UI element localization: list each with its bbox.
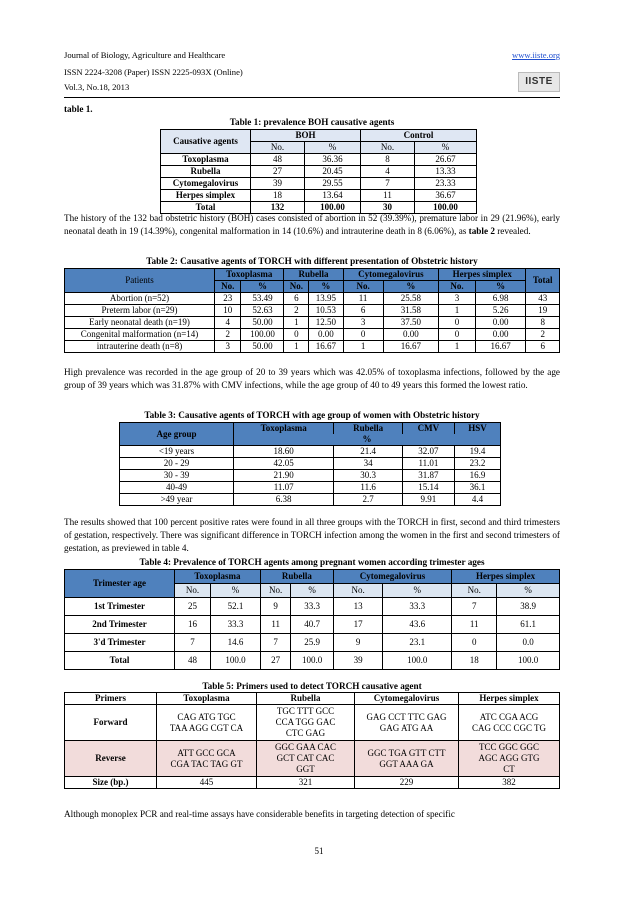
value-cell: 48 (175, 652, 211, 670)
value-cell: 13.64 (305, 190, 361, 202)
table5-reverse-hsv (459, 741, 560, 777)
table4-cmv-pct: % (383, 584, 452, 598)
value-cell: 0.0 (497, 634, 560, 652)
table4-hsv-pct: % (497, 584, 560, 598)
row-label-cell: <19 years (120, 446, 234, 458)
row-label-cell: >49 year (120, 494, 234, 506)
value-cell: 52.1 (211, 598, 261, 616)
table-row (120, 446, 501, 458)
value-cell: 11.07 (234, 482, 334, 494)
table-row (161, 154, 477, 166)
value-cell: 43 (526, 293, 560, 305)
value-cell: 100.0 (211, 652, 261, 670)
value-cell: 0.00 (383, 329, 439, 341)
table5-size-cmv: 229 (355, 777, 459, 789)
table-row (65, 341, 560, 353)
seq-line: TGC TTT GCC (276, 706, 335, 716)
value-cell: 39 (333, 652, 383, 670)
table-row (120, 494, 501, 506)
table5-primers-header: Primers (65, 693, 157, 705)
table5 (64, 692, 560, 789)
value-cell: 2 (215, 329, 241, 341)
row-label-cell: Total (65, 652, 175, 670)
table4-cmv-header: Cytomegalovirus (333, 570, 451, 584)
value-cell: 9 (333, 634, 383, 652)
value-cell: 10.53 (309, 305, 343, 317)
row-label-cell: 20 - 29 (120, 458, 234, 470)
table4-hsv-no: No. (452, 584, 497, 598)
row-label-cell: 40-49 (120, 482, 234, 494)
table2-rubella-header: Rubella (284, 269, 343, 281)
row-label-cell: intrauterine death (n=8) (65, 341, 215, 353)
table4-toxo-header: Toxoplasma (175, 570, 261, 584)
value-cell: 100.0 (497, 652, 560, 670)
value-cell: 50.00 (241, 317, 284, 329)
table4-toxo-pct: % (211, 584, 261, 598)
value-cell: 11 (361, 190, 415, 202)
value-cell: 11.6 (334, 482, 403, 494)
seq-line: ATC CGA ACG (479, 711, 539, 722)
table1 (160, 129, 477, 214)
table4-body (65, 598, 560, 670)
table2 (64, 268, 560, 353)
value-cell: 0 (452, 634, 497, 652)
table5-reverse-rubella (257, 741, 355, 777)
value-cell: 9.91 (402, 494, 454, 506)
value-cell: 100.00 (305, 202, 361, 214)
journal-name: Journal of Biology, Agriculture and Healthcare (64, 50, 226, 60)
value-cell: 0 (439, 329, 476, 341)
value-cell: 36.36 (305, 154, 361, 166)
value-cell: 33.3 (383, 598, 452, 616)
value-cell: 34 (334, 458, 403, 470)
value-cell: 7 (260, 634, 291, 652)
journal-issn: ISSN 2224-3208 (Paper) ISSN 2225-093X (Online) (64, 67, 243, 77)
table2-total-header: Total (526, 269, 560, 293)
table5-forward-hsv (459, 705, 560, 741)
row-label-cell: 3'd Trimester (65, 634, 175, 652)
paragraph-1-ref: table 2 (468, 226, 495, 236)
value-cell: 33.3 (211, 616, 261, 634)
value-cell: 16.67 (309, 341, 343, 353)
seq-line: GAG CCT TTC GAG (366, 711, 447, 722)
table-row (161, 166, 477, 178)
value-cell: 48 (251, 154, 305, 166)
value-cell: 30.3 (334, 470, 403, 482)
value-cell: 3 (439, 293, 476, 305)
paragraph-4: Although monoplex PCR and real-time assays have considerable benefits in targeting detection of specific (64, 809, 455, 819)
table4-rubella-header: Rubella (260, 570, 333, 584)
value-cell: 11 (452, 616, 497, 634)
value-cell: 27 (251, 166, 305, 178)
journal-volume: Vol.3, No.18, 2013 (64, 82, 130, 92)
value-cell: 0 (439, 317, 476, 329)
table1-boh-header: BOH (251, 130, 361, 142)
row-label-cell: Rubella (161, 166, 251, 178)
seq-line: CT (503, 764, 515, 774)
value-cell: 6 (284, 293, 309, 305)
table5-size-label: Size (bp.) (65, 777, 157, 789)
table5-reverse-toxo (157, 741, 257, 777)
seq-line: GGC TGA GTT CTT (367, 747, 446, 758)
value-cell: 6 (526, 341, 560, 353)
table2-rubella-no: No. (284, 281, 309, 293)
table2-toxo-header: Toxoplasma (215, 269, 284, 281)
value-cell: 16.9 (454, 470, 500, 482)
seq-line: CAG CCC CGC TG (471, 722, 547, 733)
table-row (120, 470, 501, 482)
page-number: 51 (314, 846, 324, 856)
value-cell: 0.00 (309, 329, 343, 341)
seq-line: CCA TGG GAC (275, 717, 336, 727)
header-divider (64, 97, 560, 98)
value-cell: 8 (526, 317, 560, 329)
table2-hsv-no: No. (439, 281, 476, 293)
row-label-cell: 2nd Trimester (65, 616, 175, 634)
seq-line: GCT CAT CAC (276, 753, 335, 763)
table5-forward-cmv (355, 705, 459, 741)
value-cell: 13.95 (309, 293, 343, 305)
value-cell: 1 (284, 341, 309, 353)
value-cell: 7 (361, 178, 415, 190)
value-cell: 37.50 (383, 317, 439, 329)
table4-hsv-header: Herpes simplex (452, 570, 560, 584)
table5-size-hsv: 382 (459, 777, 560, 789)
table4-toxo-no: No. (175, 584, 211, 598)
value-cell: 19 (526, 305, 560, 317)
paragraph-2: High prevalence was recorded in the age group of 20 to 39 years which was 42.05% of toxoplasma infections, followed by the age group of 39 years which was 31.87% with CMV infections, while the age group of 40 to 49 years this formed the lowest ratio. (64, 367, 560, 390)
value-cell: 36.1 (454, 482, 500, 494)
table-row (65, 598, 560, 616)
value-cell: 100.0 (291, 652, 333, 670)
row-label-cell: Total (161, 202, 251, 214)
value-cell: 23.2 (454, 458, 500, 470)
journal-url-link[interactable]: www.iiste.org (512, 50, 560, 60)
value-cell: 21.90 (234, 470, 334, 482)
table1-agent-header: Causative agents (161, 130, 251, 154)
value-cell: 25.58 (383, 293, 439, 305)
table-row (120, 458, 501, 470)
table1-caption: Table 1: prevalence BOH causative agents (229, 117, 395, 127)
table-row (65, 329, 560, 341)
table2-toxo-no: No. (215, 281, 241, 293)
table1-boh-pct: % (305, 142, 361, 154)
table1-boh-no: No. (251, 142, 305, 154)
value-cell: 11.01 (402, 458, 454, 470)
seq-line: AGC AGG GTG (478, 753, 540, 763)
value-cell: 17 (333, 616, 383, 634)
value-cell: 3 (215, 341, 241, 353)
value-cell: 132 (251, 202, 305, 214)
value-cell: 0.00 (475, 329, 526, 341)
table5-forward-toxo (157, 705, 257, 741)
table2-cmv-pct: % (383, 281, 439, 293)
value-cell: 18 (251, 190, 305, 202)
value-cell: 38.9 (497, 598, 560, 616)
table5-size-rubella: 321 (257, 777, 355, 789)
value-cell: 1 (284, 317, 309, 329)
value-cell: 5.26 (475, 305, 526, 317)
seq-line: TAA AGG CGT CA (169, 722, 244, 733)
table2-hsv-header: Herpes simplex (439, 269, 526, 281)
value-cell: 4 (361, 166, 415, 178)
table2-toxo-pct: % (241, 281, 284, 293)
table5-caption: Table 5: Primers used to detect TORCH causative agent (202, 681, 422, 691)
lead-text: table 1. (64, 104, 93, 114)
value-cell: 12.50 (309, 317, 343, 329)
value-cell: 11 (343, 293, 383, 305)
row-label-cell: Preterm labor (n=29) (65, 305, 215, 317)
value-cell: 26.67 (415, 154, 477, 166)
table2-body (65, 293, 560, 353)
table2-patients-header: Patients (65, 269, 215, 293)
row-label-cell: Toxoplasma (161, 154, 251, 166)
table3-hsv-header: HSV (454, 423, 500, 435)
table-row (161, 190, 477, 202)
value-cell: 0 (284, 329, 309, 341)
row-label-cell: Cytomegalovirus (161, 178, 251, 190)
row-label-cell: Early neonatal death (n=19) (65, 317, 215, 329)
value-cell: 2.7 (334, 494, 403, 506)
table5-reverse-cmv (355, 741, 459, 777)
value-cell: 39 (251, 178, 305, 190)
value-cell: 16 (175, 616, 211, 634)
table-row (65, 293, 560, 305)
value-cell: 14.6 (211, 634, 261, 652)
seq-line: GAG ATG AA (379, 722, 434, 733)
table5-size-row (65, 777, 560, 789)
table4-rubella-pct: % (291, 584, 333, 598)
value-cell: 36.67 (415, 190, 477, 202)
value-cell: 2 (526, 329, 560, 341)
table1-header-row (161, 130, 477, 142)
table-row (65, 616, 560, 634)
value-cell: 6.38 (234, 494, 334, 506)
logo-text: IISTE (525, 76, 553, 87)
iiste-logo (518, 72, 560, 92)
value-cell: 15.14 (402, 482, 454, 494)
value-cell: 21.4 (334, 446, 403, 458)
table5-rubella-header: Rubella (257, 693, 355, 705)
table-row (65, 317, 560, 329)
seq-line: CTC GAG (285, 728, 326, 738)
value-cell: 33.3 (291, 598, 333, 616)
value-cell: 43.6 (383, 616, 452, 634)
value-cell: 61.1 (497, 616, 560, 634)
table4-header-row (65, 570, 560, 584)
table1-control-pct: % (415, 142, 477, 154)
table5-forward-row (65, 705, 560, 741)
table2-cmv-no: No. (343, 281, 383, 293)
table4 (64, 569, 560, 670)
table3-header-row (120, 423, 501, 435)
seq-line: CAG ATG TGC (177, 711, 236, 722)
table-row (65, 305, 560, 317)
table2-rubella-pct: % (309, 281, 343, 293)
table5-toxo-header: Toxoplasma (157, 693, 257, 705)
value-cell: 100.0 (383, 652, 452, 670)
value-cell: 31.87 (402, 470, 454, 482)
table5-forward-label: Forward (65, 705, 157, 741)
value-cell: 23 (215, 293, 241, 305)
table3-pct-header: % (234, 434, 501, 446)
paragraph-1-text: The history of the 132 bad obstetric history (BOH) cases consisted of abortion in 52 (39.39%), premature labor in 29 (21.96%), early neonatal death in 19 (14.39%), congenital malformation in 14 (10.6%) and intrauterine death in 8 (6.06%), as (64, 213, 560, 236)
table3-caption: Table 3: Causative agents of TORCH with age group of women with Obstetric history (144, 410, 480, 420)
value-cell: 7 (175, 634, 211, 652)
value-cell: 20.45 (305, 166, 361, 178)
row-label-cell: Abortion (n=52) (65, 293, 215, 305)
value-cell: 4.4 (454, 494, 500, 506)
table1-control-no: No. (361, 142, 415, 154)
seq-line: TCC GGC GGC (478, 742, 539, 752)
value-cell: 100.00 (241, 329, 284, 341)
table4-caption: Table 4: Prevalence of TORCH agents among pregnant women according trimester ages (139, 557, 485, 567)
paragraph-1 (64, 212, 560, 238)
row-label-cell: Congenital malformation (n=14) (65, 329, 215, 341)
table4-trimester-header: Trimester age (65, 570, 175, 598)
table-row (120, 482, 501, 494)
value-cell: 23.33 (415, 178, 477, 190)
value-cell: 11 (260, 616, 291, 634)
value-cell: 16.67 (475, 341, 526, 353)
value-cell: 13.33 (415, 166, 477, 178)
table3-rubella-header: Rubella (334, 423, 403, 435)
table5-size-toxo: 445 (157, 777, 257, 789)
value-cell: 50.00 (241, 341, 284, 353)
value-cell: 10 (215, 305, 241, 317)
table5-reverse-row (65, 741, 560, 777)
value-cell: 1 (343, 341, 383, 353)
value-cell: 52.63 (241, 305, 284, 317)
value-cell: 32.07 (402, 446, 454, 458)
table1-body (161, 154, 477, 214)
value-cell: 42.05 (234, 458, 334, 470)
value-cell: 31.58 (383, 305, 439, 317)
table5-forward-rubella (257, 705, 355, 741)
table2-hsv-pct: % (475, 281, 526, 293)
table3-body (120, 446, 501, 506)
table-row (161, 178, 477, 190)
value-cell: 23.1 (383, 634, 452, 652)
table2-cmv-header: Cytomegalovirus (343, 269, 439, 281)
value-cell: 16.67 (383, 341, 439, 353)
paragraph-3: The results showed that 100 percent positive rates were found in all three groups with the TORCH in first, second and third trimesters of gestation, respectively. There was significant difference in TORCH infection among the women in the first and second trimesters of gestation, as previewed in table 4. (64, 517, 560, 553)
table3-toxo-header: Toxoplasma (234, 423, 334, 435)
table3 (119, 422, 501, 506)
seq-line: CGA TAC TAG GT (170, 758, 243, 769)
value-cell: 1 (439, 305, 476, 317)
table-row (65, 652, 560, 670)
row-label-cell: 30 - 39 (120, 470, 234, 482)
value-cell: 18 (452, 652, 497, 670)
value-cell: 4 (215, 317, 241, 329)
value-cell: 19.4 (454, 446, 500, 458)
paragraph-1-end: revealed. (497, 226, 531, 236)
seq-line: GGC GAA CAC (274, 742, 336, 752)
value-cell: 18.60 (234, 446, 334, 458)
table3-cmv-header: CMV (402, 423, 454, 435)
table4-cmv-no: No. (333, 584, 383, 598)
table5-reverse-label: Reverse (65, 741, 157, 777)
table2-header-row (65, 269, 560, 281)
row-label-cell: Herpes simplex (161, 190, 251, 202)
value-cell: 25 (175, 598, 211, 616)
value-cell: 0.00 (475, 317, 526, 329)
table5-cmv-header: Cytomegalovirus (355, 693, 459, 705)
value-cell: 9 (260, 598, 291, 616)
value-cell: 3 (343, 317, 383, 329)
value-cell: 29.55 (305, 178, 361, 190)
value-cell: 6 (343, 305, 383, 317)
value-cell: 30 (361, 202, 415, 214)
value-cell: 8 (361, 154, 415, 166)
value-cell: 100.00 (415, 202, 477, 214)
value-cell: 2 (284, 305, 309, 317)
value-cell: 53.49 (241, 293, 284, 305)
value-cell: 6.98 (475, 293, 526, 305)
table-row (65, 634, 560, 652)
table5-hsv-header: Herpes simplex (459, 693, 560, 705)
value-cell: 40.7 (291, 616, 333, 634)
table1-control-header: Control (361, 130, 477, 142)
seq-line: ATT GCC GCA (177, 747, 236, 758)
table3-age-header: Age group (120, 423, 234, 446)
table4-rubella-no: No. (260, 584, 291, 598)
value-cell: 1 (439, 341, 476, 353)
table5-header-row (65, 693, 560, 705)
value-cell: 25.9 (291, 634, 333, 652)
value-cell: 27 (260, 652, 291, 670)
seq-line: GGT (296, 764, 315, 774)
value-cell: 13 (333, 598, 383, 616)
row-label-cell: 1st Trimester (65, 598, 175, 616)
value-cell: 0 (343, 329, 383, 341)
table2-caption: Table 2: Causative agents of TORCH with different presentation of Obstetric history (146, 256, 478, 266)
seq-line: GGT AAA GA (379, 758, 434, 769)
value-cell: 7 (452, 598, 497, 616)
